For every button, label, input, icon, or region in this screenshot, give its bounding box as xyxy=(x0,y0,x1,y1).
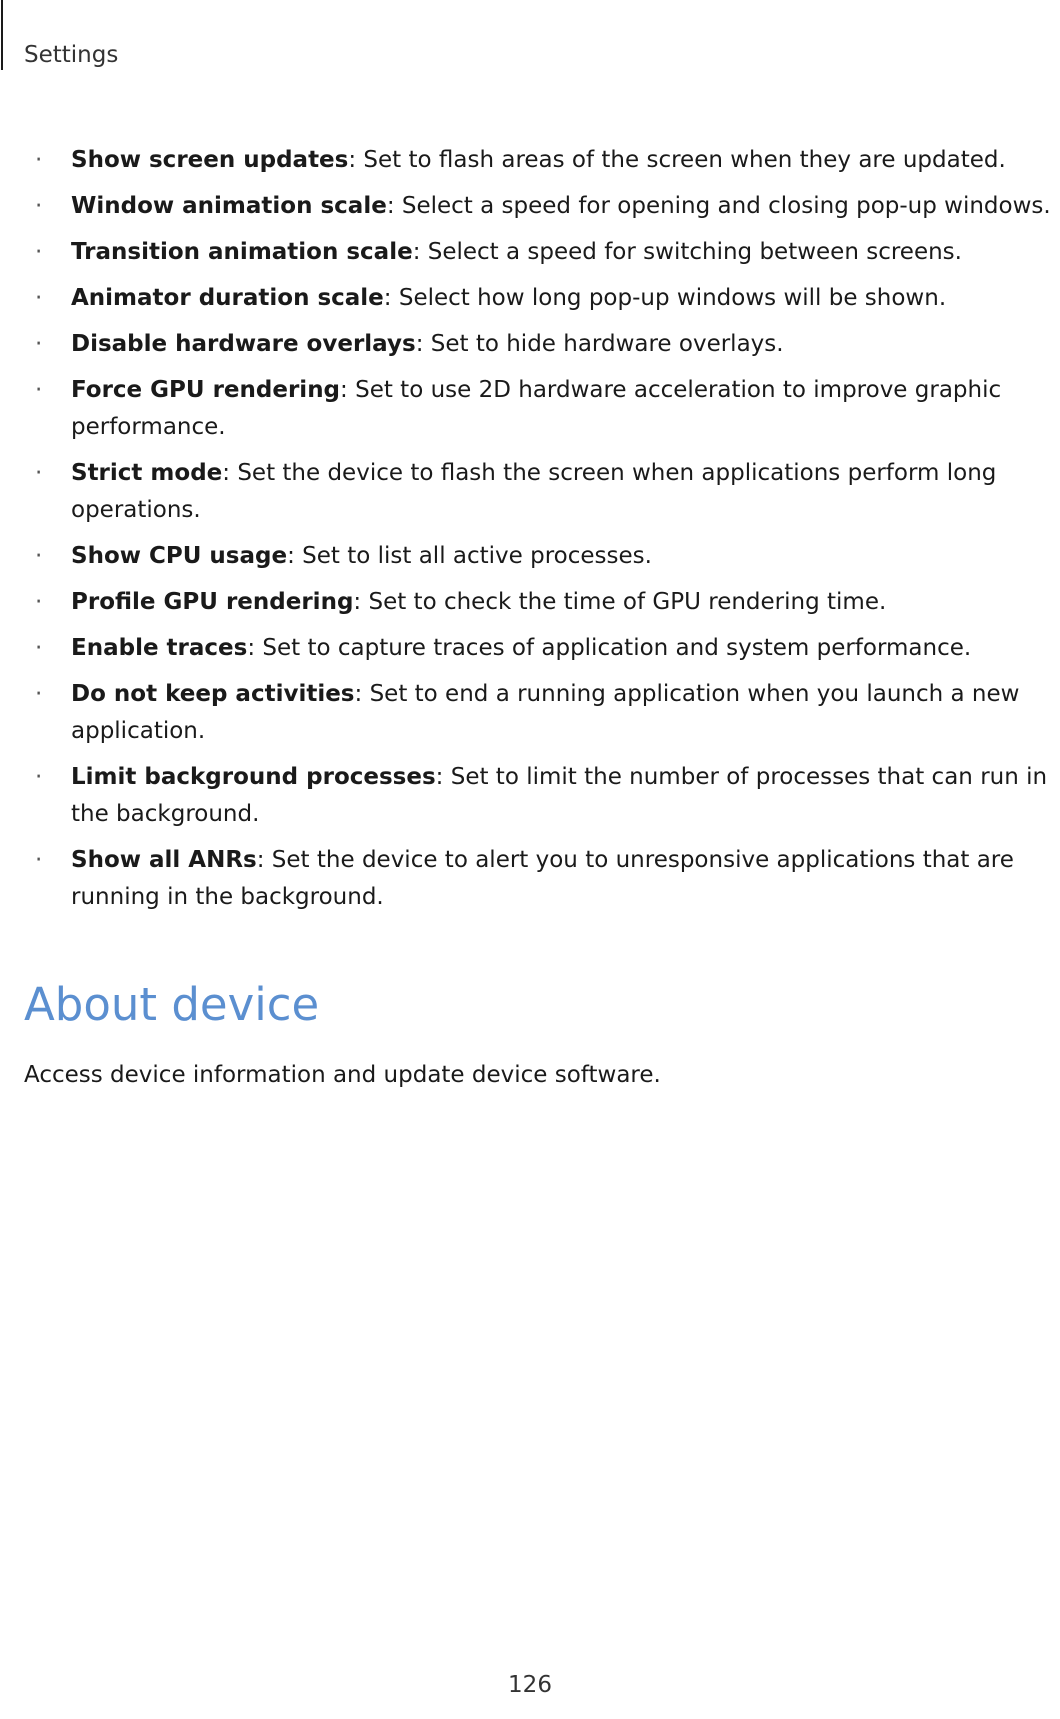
option-term: Profile GPU rendering xyxy=(71,589,354,615)
bullet-icon: · xyxy=(35,589,43,615)
developer-options-list xyxy=(0,142,1060,925)
bullet-icon: · xyxy=(35,681,43,707)
option-term: Transition animation scale xyxy=(71,239,413,265)
bullet-icon: · xyxy=(35,377,43,403)
header-corner-rule xyxy=(1,0,3,70)
list-item-strict-mode xyxy=(0,455,1060,529)
list-item-animator-duration-scale xyxy=(0,280,1060,317)
bullet-icon: · xyxy=(35,331,43,357)
option-term: Enable traces xyxy=(71,635,248,661)
list-item-do-not-keep-activities xyxy=(0,676,1060,750)
option-term: Show CPU usage xyxy=(71,543,288,569)
list-item-window-animation-scale xyxy=(0,188,1060,225)
bullet-icon: · xyxy=(35,285,43,311)
option-description: : Set to hide hardware overlays. xyxy=(415,331,784,357)
list-item-disable-hardware-overlays xyxy=(0,326,1060,363)
option-term: Force GPU rendering xyxy=(71,377,341,403)
bullet-icon: · xyxy=(35,764,43,790)
option-term: Disable hardware overlays xyxy=(71,331,416,357)
option-description: : Set to capture traces of application and system performance. xyxy=(247,635,972,661)
option-description: : Set to check the time of GPU rendering time. xyxy=(353,589,887,615)
option-description: : Set to list all active processes. xyxy=(287,543,652,569)
option-description: : Set the device to alert you to unresponsive applications that are running in the background. xyxy=(71,847,1014,910)
bullet-icon: · xyxy=(35,847,43,873)
option-term: Strict mode xyxy=(71,460,223,486)
option-description: : Set the device to flash the screen when applications perform long operations. xyxy=(71,460,997,523)
running-header: Settings xyxy=(24,42,119,68)
list-item-force-gpu-rendering xyxy=(0,372,1060,446)
option-term: Show screen updates xyxy=(71,147,349,173)
option-term: Limit background processes xyxy=(71,764,436,790)
list-item-enable-traces xyxy=(0,630,1060,667)
list-item-transition-animation-scale xyxy=(0,234,1060,271)
bullet-icon: · xyxy=(35,635,43,661)
section-title-about-device: About device xyxy=(24,978,320,1031)
option-term: Show all ANRs xyxy=(71,847,257,873)
option-term: Do not keep activities xyxy=(71,681,355,707)
option-description: : Set to limit the number of processes that can run in the background. xyxy=(71,764,1048,827)
bullet-icon: · xyxy=(35,460,43,486)
bullet-icon: · xyxy=(35,147,43,173)
list-item-show-all-anrs xyxy=(0,842,1060,916)
bullet-icon: · xyxy=(35,193,43,219)
list-item-profile-gpu-rendering xyxy=(0,584,1060,621)
option-description: : Select a speed for opening and closing pop-up windows. xyxy=(386,193,1051,219)
option-term: Animator duration scale xyxy=(71,285,384,311)
option-description: : Set to end a running application when you launch a new application. xyxy=(71,681,1020,744)
option-description: : Set to flash areas of the screen when they are updated. xyxy=(348,147,1006,173)
option-description: : Set to use 2D hardware acceleration to improve graphic performance. xyxy=(71,377,1002,440)
section-intro: Access device information and update device software. xyxy=(24,1062,661,1088)
list-item-show-screen-updates xyxy=(0,142,1060,179)
option-term: Window animation scale xyxy=(71,193,387,219)
option-description: : Select a speed for switching between screens. xyxy=(412,239,962,265)
list-item-limit-background-processes xyxy=(0,759,1060,833)
bullet-icon: · xyxy=(35,543,43,569)
option-description: : Select how long pop-up windows will be shown. xyxy=(383,285,947,311)
list-item-show-cpu-usage xyxy=(0,538,1060,575)
bullet-icon: · xyxy=(35,239,43,265)
page-number: 126 xyxy=(508,1672,552,1698)
